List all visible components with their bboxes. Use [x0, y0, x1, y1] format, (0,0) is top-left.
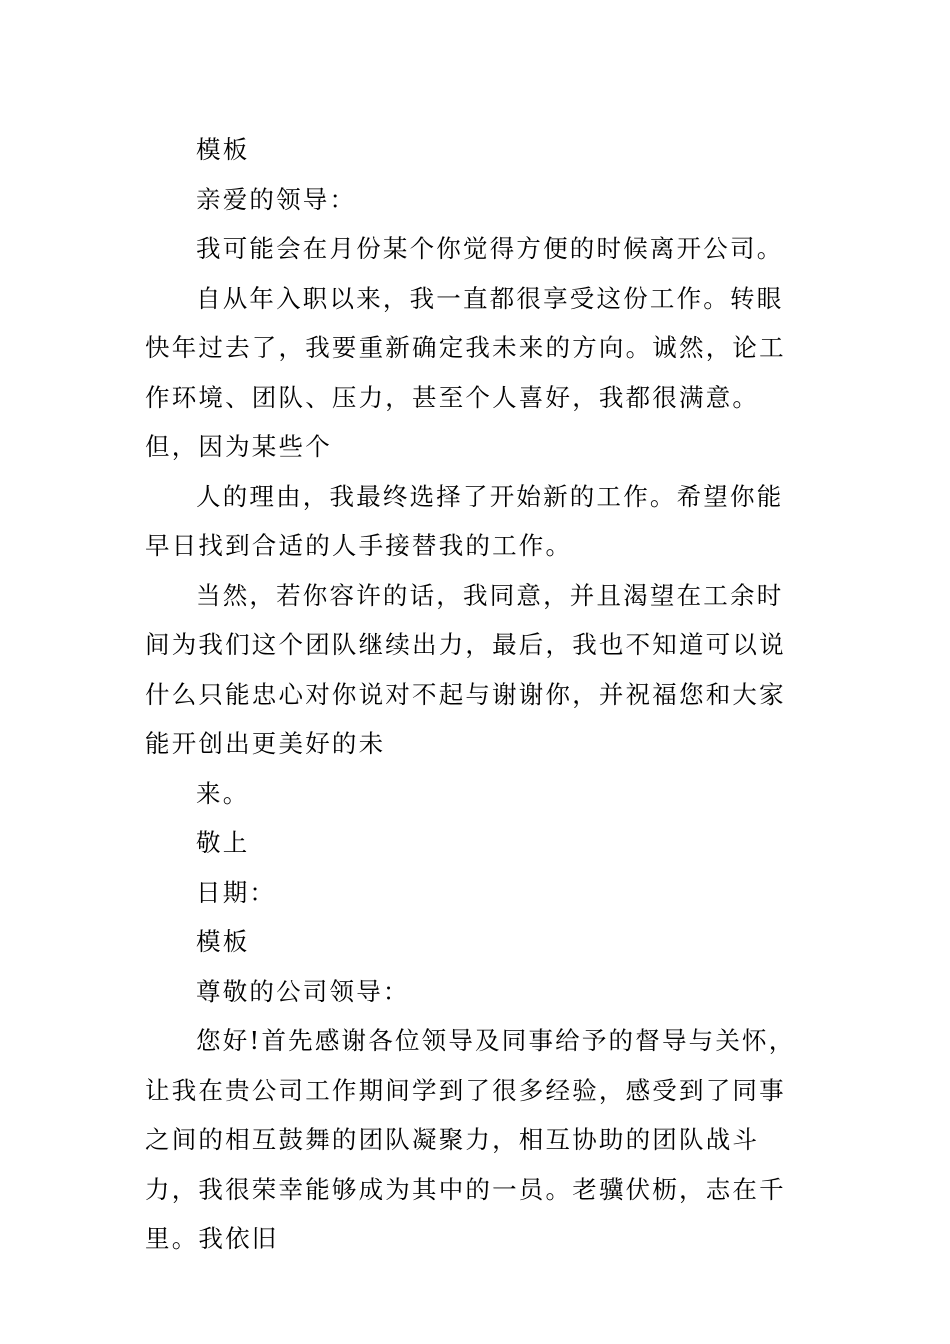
body-paragraph: 我可能会在月份某个你觉得方便的时候离开公司。 — [196, 234, 784, 263]
body-paragraph: 您好!首先感谢各位领导及同事给予的督导与关怀，让我在贵公司工作期间学到了很多经验，感受到了同事之间的相互鼓舞的团队凝聚力，相互协助的团队战斗力，我很荣幸能够成为其中的一员。老骥伏枥，志在千里。我依旧 — [145, 1026, 796, 1253]
body-paragraph: 自从年入职以来，我一直都很享受这份工作。转眼快年过去了，我要重新确定我未来的方向。诚然，论工作环境、团队、压力，甚至个人喜好，我都很满意。但，因为某些个 — [145, 283, 786, 461]
salutation-1: 亲爱的领导： — [196, 184, 357, 214]
body-paragraph: 当然，若你容许的话，我同意，并且渴望在工余时间为我们这个团队继续出力，最后，我也不知道可以说什么只能忠心对你说对不起与谢谢你，并祝福您和大家能开创出更美好的未 — [145, 580, 786, 758]
body-paragraph: 人的理由，我最终选择了开始新的工作。希望你能早日找到合适的人手接替我的工作。 — [145, 481, 784, 560]
template-heading-2: 模板 — [196, 927, 250, 956]
body-paragraph: 来。 — [196, 778, 250, 808]
salutation-2: 尊敬的公司领导： — [196, 976, 410, 1006]
date-line: 日期： — [196, 877, 277, 907]
document-page — [145, 125, 810, 1264]
template-heading-1: 模板 — [196, 135, 250, 164]
closing: 敬上 — [196, 828, 250, 857]
